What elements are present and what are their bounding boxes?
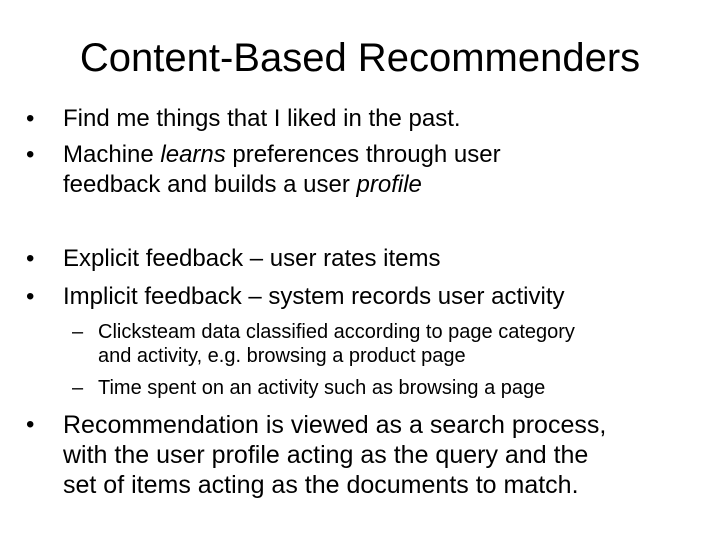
emphasis-profile: profile: [356, 171, 422, 198]
bullet-text-line-1: [26, 140, 691, 170]
bullet-text: Implicit feedback – system records user activity: [63, 283, 565, 310]
bullet-item-past-likes: [26, 104, 691, 134]
bullet-text: Explicit feedback – user rates items: [63, 245, 441, 272]
sub-bullet-time-spent: [72, 376, 702, 400]
bullet-text-line-2: with the user profile acting as the query and the: [63, 441, 589, 469]
sub-bullet-text-line-2: and activity, e.g. browsing a product page: [98, 345, 466, 367]
bullet-icon: •: [26, 245, 35, 272]
bullet-text: Find me things that I liked in the past.: [63, 105, 461, 132]
sub-bullet-text-line-1: Clicksteam data classified according to page category: [98, 321, 575, 343]
sub-bullet-clickstream: [72, 320, 702, 368]
bullet-icon: •: [26, 141, 35, 168]
bullet-text-line-2: [26, 170, 691, 200]
dash-icon: –: [72, 321, 84, 343]
bullet-icon: •: [26, 105, 35, 132]
bullet-text-line-3: set of items acting as the documents to match.: [63, 471, 579, 499]
slide-title: Content-Based Recommenders: [79, 36, 641, 80]
bullet-icon: •: [26, 411, 35, 438]
bullet-item-explicit-feedback: [26, 244, 691, 274]
bullet-item-search-process: [26, 410, 691, 500]
sub-bullet-text: Time spent on an activity such as browsing a page: [98, 377, 546, 399]
text-segment: feedback and builds a user: [63, 171, 357, 198]
dash-icon: –: [72, 377, 84, 399]
bullet-text-line-1: Recommendation is viewed as a search process,: [63, 411, 607, 439]
text-segment: preferences through user: [225, 141, 501, 168]
bullet-icon: •: [26, 283, 35, 310]
bullet-item-implicit-feedback: [26, 282, 691, 312]
bullet-item-machine-learns: [26, 140, 691, 200]
emphasis-learns: learns: [160, 141, 226, 168]
text-segment: Machine: [63, 141, 161, 168]
